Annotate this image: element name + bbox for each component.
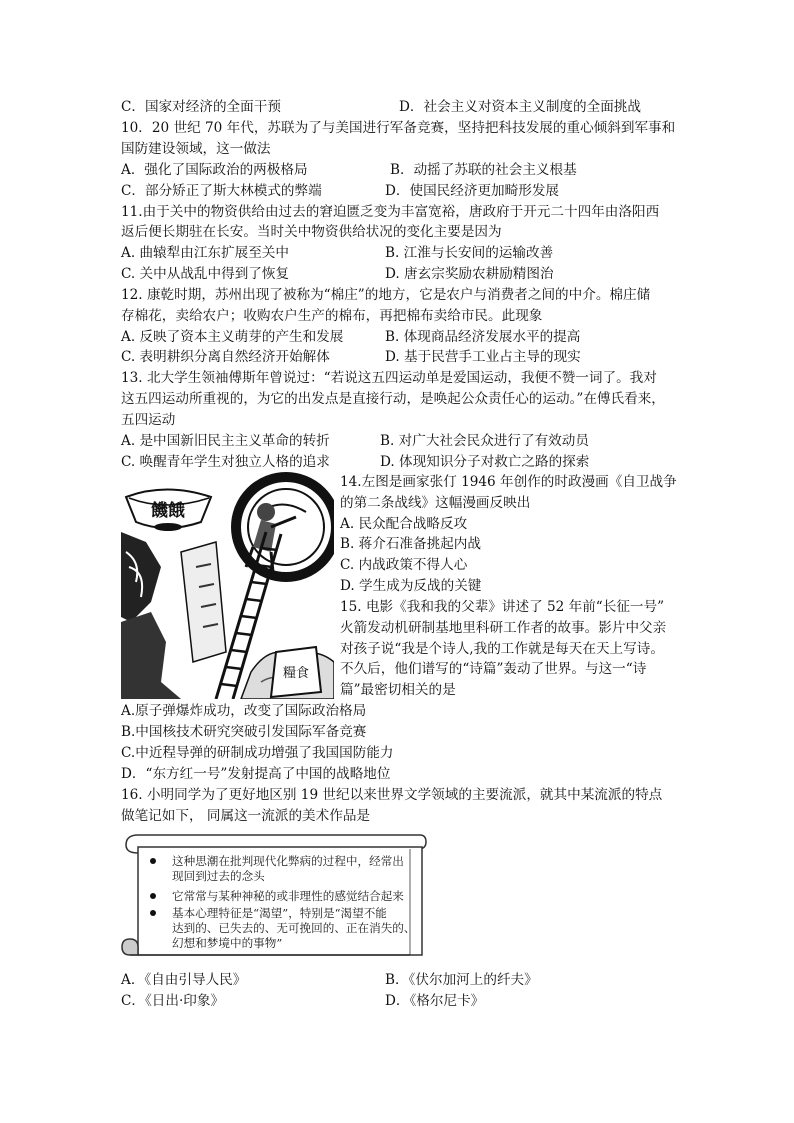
q11-option-a: A. 曲辕犁由江东扩展至关中 — [121, 245, 289, 261]
q11-stem-line2: 返后便长期驻在长安。当时关中物资供给状况的变化主要是因为 — [121, 224, 502, 240]
q16-option-b: B．《伏尔加河上的纤夫》 — [385, 972, 538, 988]
q16-stem-line1: 16. 小明同学为了更好地区别 19 世纪以来世界文学领域的主要流派，就其中某流派的特点 — [121, 787, 663, 803]
q13-stem-line2: 这五四运动所重视的，为它的出发点是直接行动，是唤起公众责任心的运动。”在傅氏看来， — [121, 391, 665, 407]
note-3-line2: 达到的、已失去的、无可挽回的、正在消失的、 — [172, 921, 416, 935]
q12-option-c: C. 表明耕织分离自然经济开始解体 — [121, 349, 330, 365]
note-1-line2: 现回到过去的念头 — [172, 869, 265, 883]
note-bullet-3 — [150, 910, 156, 916]
q10-option-a: A．强化了国际政治的两极格局 — [121, 162, 308, 178]
q10-option-b: B．动摇了苏联的社会主义根基 — [390, 162, 577, 178]
cartoon-bowl-label: 饑餓 — [151, 501, 185, 521]
q13-option-b: B. 对广大社会民众进行了有效动员 — [380, 433, 589, 449]
q10-stem-line1: 10．20 世纪 70 年代，苏联为了与美国进行军备竞赛，坚持把科技发展的重心倾斜到军事和 — [121, 120, 676, 136]
q11-option-d: D. 唐玄宗奖励农耕励精图治 — [385, 266, 554, 282]
q11-stem-line1: 11.由于关中的物资供给由过去的窘迫匮乏变为丰富宽裕，唐政府于开元二十四年由洛阳西 — [121, 204, 660, 220]
q13-stem-line1: 13. 北大学生领袖傅斯年曾说过：“若说这五四运动单是爱国运动，我便不赞一词了。我对 — [121, 370, 657, 386]
q16-option-d: D．《格尔尼卡》 — [385, 993, 485, 1009]
q13-option-c: C. 唤醒青年学生对独立人格的追求 — [121, 454, 330, 470]
q15-stem-line3: 对孩子说“我是个诗人,我的工作就是每天在天上写诗。 — [340, 641, 664, 657]
q14-option-d: D. 学生成为反战的关键 — [340, 578, 482, 594]
note-bullet-2 — [150, 893, 156, 899]
q16-stem-line2: 做笔记如下， 同属这一流派的美术作品是 — [121, 808, 371, 824]
q15-stem-line4: 不久后，他们谱写的“诗篇”轰动了世界。与这一“诗 — [340, 661, 647, 677]
q15-stem-line1: 15. 电影《我和我的父辈》讲述了 52 年前“长征一号” — [340, 599, 665, 615]
q14-option-c: C. 内战政策不得人心 — [340, 557, 468, 573]
q12-stem-line1: 12. 康乾时期，苏州出现了被称为“棉庄”的地方，它是农户与消费者之间的中介。棉庄储 — [121, 287, 651, 303]
note-3-line1: 基本心理特征是“渴望”，特别是“渴望不能 — [172, 906, 387, 920]
note-1-line1: 这种思潮在批判现代化弊病的过程中，经常出 — [172, 854, 404, 868]
q13-option-d: D. 体现知识分子对救亡之路的探索 — [380, 454, 590, 470]
q14-stem-line1: 14.左图是画家张仃 1946 年创作的时政漫画《自卫战争 — [340, 474, 677, 490]
q15-option-c: C.中近程导弹的研制成功增强了我国国防能力 — [121, 745, 394, 761]
q15-option-b: B.中国核技术研究突破引发国际军备竞赛 — [121, 724, 367, 740]
q12-option-b: B. 体现商品经济发展水平的提高 — [385, 329, 581, 345]
q11-option-c: C. 关中从战乱中得到了恢复 — [121, 266, 290, 282]
q10-stem-line2: 国防建设领域，这一做法 — [121, 141, 271, 157]
q16-option-a: A．《自由引导人民》 — [121, 972, 247, 988]
q14-stem-line2: 的第二条战线》这幅漫画反映出 — [340, 495, 531, 511]
q9-option-d: D．社会主义对资本主义制度的全面挑战 — [399, 99, 641, 115]
cartoon-sack-label: 糧食 — [283, 666, 310, 681]
q15-stem-line2: 火箭发动机研制基地里科研工作者的故事。影片中父亲 — [340, 620, 667, 636]
q12-option-d: D. 基于民营手工业占主导的现实 — [385, 349, 581, 365]
q12-stem-line2: 存棉花，卖给农户；收购农户生产的棉布，再把棉布卖给市民。此现象 — [121, 308, 543, 324]
q13-stem-line3: 五四运动 — [121, 412, 176, 428]
political-cartoon-illustration — [121, 472, 334, 699]
q14-option-b: B. 蒋介石准备挑起内战 — [340, 536, 481, 552]
note-2: 它常常与某种神秘的或非理性的感觉结合起来 — [172, 889, 404, 903]
q16-option-c: C．《日出·印象》 — [121, 993, 225, 1009]
note-bullet-1 — [150, 858, 156, 864]
q10-option-c: C．部分矫正了斯大林模式的弊端 — [121, 183, 322, 199]
q15-option-d: D．“东方红一号”发射提高了中国的战略地位 — [121, 766, 391, 782]
q15-option-a: A.原子弹爆炸成功，改变了国际政治格局 — [121, 703, 367, 719]
q9-option-c: C．国家对经济的全面干预 — [121, 99, 281, 115]
note-3-line3: 幻想和梦境中的事物” — [172, 936, 283, 950]
q13-option-a: A. 是中国新旧民主主义革命的转折 — [121, 433, 330, 449]
q11-option-b: B. 江淮与长安间的运输改善 — [385, 245, 554, 261]
q15-stem-line5: 篇”最密切相关的是 — [340, 682, 456, 698]
q10-option-d: D．使国民经济更加畸形发展 — [385, 183, 560, 199]
q12-option-a: A. 反映了资本主义萌芽的产生和发展 — [121, 329, 344, 345]
q14-option-a: A. 民众配合战略反攻 — [340, 516, 468, 532]
